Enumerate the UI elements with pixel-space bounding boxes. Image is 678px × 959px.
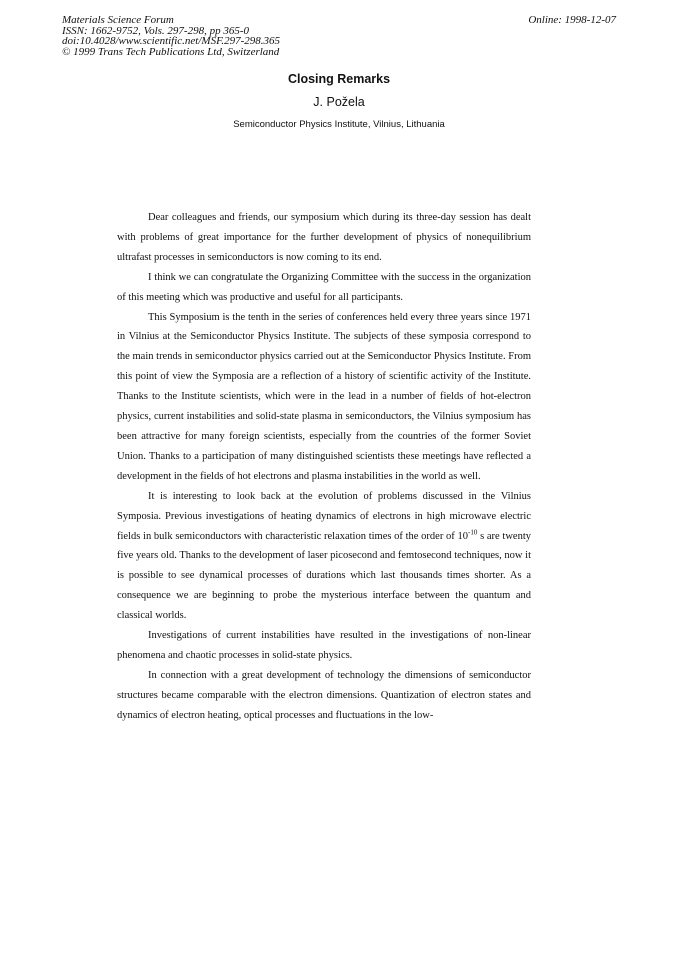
paragraph-evolution-text: It is interesting to look back at the evolution of problems discussed in the Vilnius Symposia. Previous investigations of heating dynamics of electrons in high microwave electric fields in bulk semiconductors with characteristic relaxation times of the order of 10 xyxy=(117,490,531,542)
online-date: Online: 1998-12-07 xyxy=(528,14,616,26)
author-affiliation: Semiconductor Physics Institute, Vilnius, Lithuania xyxy=(233,119,445,130)
paragraph-history: This Symposium is the tenth in the series of conferences held every three years since 1971 in Vilnius at the Semiconductor Physics Institute. The subjects of these symposia correspond to the main trends in semiconductor physics carried out at the Semiconductor Physics Institute. From this point of view the Symposia are a reflection of a history of scientific activity of the Institute. Thanks to the Institute scientists, which were in the lead in a number of fields of hot-electron physics, current instabilities and solid-state plasma in semiconductors, the Vilnius symposium has been attractive for many foreign scientists, especially from the countries of the former Soviet Union. Thanks to a participation of many distinguished scientists these meetings have reflected a development in the fields of hot electrons and plasma instabilities in the world as well. xyxy=(117,311,531,482)
paragraph-evolution xyxy=(117,487,531,626)
paragraph-technology: In connection with a great development of technology the dimensions of semiconductor structures became comparable with the electron dimensions. Quantization of electron states and dynamics of electron heating, optical processes and fluctuations in the low- xyxy=(117,669,531,721)
author-name: J. Požela xyxy=(313,95,365,109)
exponent: -10 xyxy=(468,528,478,536)
paper-title: Closing Remarks xyxy=(287,72,391,86)
copyright-line: © 1999 Trans Tech Publications Ltd, Switzerland xyxy=(62,45,280,58)
paragraph-congratulations: I think we can congratulate the Organizing Committee with the success in the organization of this meeting which was productive and useful for all participants. xyxy=(117,271,531,303)
issn-line: ISSN: 1662-9752, Vols. 297-298, pp 365-0 xyxy=(62,24,249,37)
journal-name: Materials Science Forum xyxy=(62,14,174,26)
paper-body xyxy=(117,208,531,726)
doi-link[interactable]: doi:10.4028/www.scientific.net/MSF.297-298.365 xyxy=(62,35,281,47)
paragraph-instabilities: Investigations of current instabilities have resulted in the investigations of non-linear phenomena and chaotic processes in solid-state physics. xyxy=(117,630,531,661)
paragraph-evolution-text-cont: s are twenty five years old. Thanks to the development of laser picosecond and femtosecond techniques, now it is possible to see dynamical processes of durations which last thousands times shorter. As a consequence we are beginning to probe the mysterious interface between the quantum and classical worlds. xyxy=(117,530,531,622)
paragraph-intro: Dear colleagues and friends, our symposium which during its three-day session has dealt with problems of great importance for the further development of physics of nonequilibrium ultrafast processes in semiconductors is now coming to its end. xyxy=(117,212,531,263)
citation-header xyxy=(62,15,280,57)
